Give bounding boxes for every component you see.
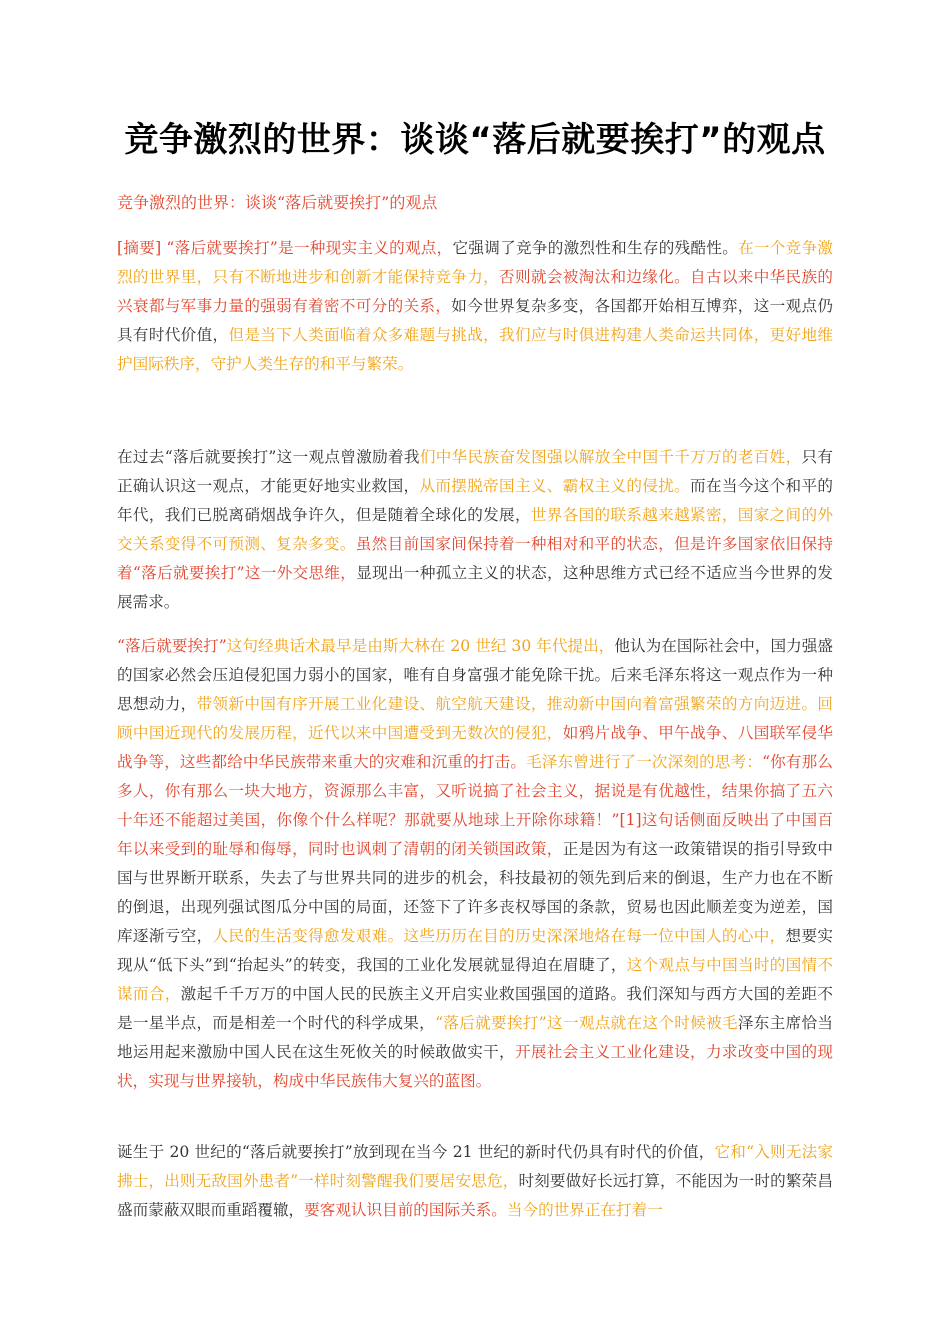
- text-segment: 它和“入则无法家拂士，出则无敌国外患者”一样时刻警醒我们要居安思危，: [117, 1143, 833, 1190]
- text-segment: 回顾中国近现代的发展历程，近代以来中国遭受到无数次的侵犯，: [117, 695, 833, 742]
- text-segment: “你有那么多人，你有那么一块大地方，资源那么丰富，又听说搞了社会主义，据说是有优越性，结果你搞了五六十年还不能超过美国，你像个什么样呢？那就要从地球上开除你球籍！”: [117, 753, 833, 829]
- document-subtitle: 竞争激烈的世界：谈谈“落后就要挨打”的观点: [117, 193, 438, 212]
- text-segment: 它强调了竞争的激烈性和生存的残酷性。: [452, 239, 739, 257]
- text-segment: 们中华民族奋发图强以解放全中国千千万万的老百姓，: [419, 448, 802, 466]
- body-paragraph: [117, 632, 833, 1096]
- text-segment: 如鸦片战争、甲午战争、八国联军侵华战争等，这些都给中华民族带来重大的灾难和沉重的打击。: [117, 724, 833, 771]
- text-segment: 正是因为有这一政策错误的指引导致中国与世界断开联系，失去了与世界共同的进步的机会，科技最初的领先到后来的倒退，生产力也在不断的倒退，出现列强试图瓜分中国的局面，还签下了许多丧权辱国的条款，贸易也因此顺差变为逆差，国库逐渐亏空，: [117, 840, 833, 945]
- text-segment: 要客观认识目前的国际关系。: [304, 1201, 507, 1219]
- text-segment: “落后就要挨打”: [117, 637, 227, 655]
- text-segment: 泽东主席恰当地运用起来激励中国人民在这生死攸关的时候敢做实干，: [117, 1014, 833, 1061]
- text-segment: 诞生于 20 世纪的“落后就要挨打”放到现在当今 21 世纪的新时代仍具有时代的价值，: [117, 1143, 715, 1161]
- abstract-paragraph: [117, 234, 833, 379]
- text-segment: 在过去“落后就要挨打”这一观点曾激励着我: [117, 448, 420, 466]
- text-segment: “落后就要挨打”这一观点就在这个时候被毛: [435, 1014, 738, 1032]
- text-segment: [摘要] “落后就要挨打”是一种现实主义的观点，: [117, 239, 453, 257]
- text-segment: 但是当下人类面临着众多难题与挑战，我们应与时俱进构建人类命运共同体，更好地维护国际秩序，守护人类生存的和平与繁荣。: [117, 326, 833, 373]
- text-segment: 显现出一种孤立主义的状态，这种思维方式已经不适应当今世界的发展需求。: [117, 564, 833, 611]
- text-segment: 否则就会被淘汰和边缘化。自古以来中华民族的兴衰都与军事力量的强弱有着密不可分的关系，: [117, 268, 833, 315]
- text-segment: 当今的世界正在打着一: [506, 1201, 663, 1219]
- text-segment: 从而摆脱帝国主义、霸权主义的侵扰。: [419, 477, 691, 495]
- text-segment: 世界各国的联系越来越紧密，国家之间的外交关系变得不可预测、复杂多变。: [117, 506, 833, 553]
- text-segment: 在一个竞争激烈的世界里，只有不断地进步和创新才能保持竞争力，: [117, 239, 833, 286]
- text-segment: [1]这句话侧面反映出了中国百年以来受到的耻辱和侮辱，同时也讽刺了清朝的闭关锁国政策，: [117, 811, 833, 858]
- text-segment: 这个观点与中国当时的国情不谋而合，: [117, 956, 833, 1003]
- body-paragraph: [117, 443, 833, 617]
- text-segment: 激起千千万万的中国人民的民族主义开启实业救国强国的道路。我们深知与西方大国的差距不是一星半点，而是相差一个时代的科学成果，: [117, 985, 833, 1032]
- text-segment: 毛泽东曾进行了一次深刻的思考：: [526, 753, 763, 771]
- body-paragraph: [117, 1138, 833, 1225]
- text-segment: 虽然目前国家间保持着一种相对和平的状态，但是许多国家依旧保持着“落后就要挨打”这一外交思维，: [117, 535, 833, 582]
- text-segment: 时刻要做好长远打算，不能因为一时的繁荣昌盛而蒙蔽双眼而重蹈覆辙，: [117, 1172, 833, 1219]
- text-segment: 只有正确认识这一观点，才能更好地实业救国，: [117, 448, 833, 495]
- text-segment: 想要实现从“低下头”到“抬起头”的转变，我国的工业化发展就显得迫在眉睫了，: [117, 927, 833, 974]
- document-title: 竞争激烈的世界：谈谈“落后就要挨打”的观点: [124, 120, 826, 160]
- text-segment: 这句经典话术最早是由斯大林在 20 世纪 30 年代提出，: [226, 637, 615, 655]
- text-segment: 如今世界复杂多变，各国都开始相互博弈，这一观点仍具有时代价值，: [117, 297, 833, 344]
- text-segment: 他认为在国际社会中，国力强盛的国家必然会压迫侵犯国力弱小的国家，唯有自身富强才能免除干扰。后来毛泽东将这一观点作为一种思想动力，: [117, 637, 833, 713]
- text-segment: 开展社会主义工业化建设，力求改变中国的现状，实现与世界接轨，构成中华民族伟大复兴的蓝图。: [117, 1043, 833, 1090]
- text-segment: 人民的生活变得愈发艰难。这些历历在目的历史深深地烙在每一位中国人的心中，: [212, 927, 786, 945]
- text-segment: 而在当今这个和平的年代，我们已脱离硝烟战争许久，但是随着全球化的发展，: [117, 477, 833, 524]
- text-segment: 带领新中国有序开展工业化建设、航空航天建设，推动新中国向着富强繁荣的方向迈进。: [196, 695, 818, 713]
